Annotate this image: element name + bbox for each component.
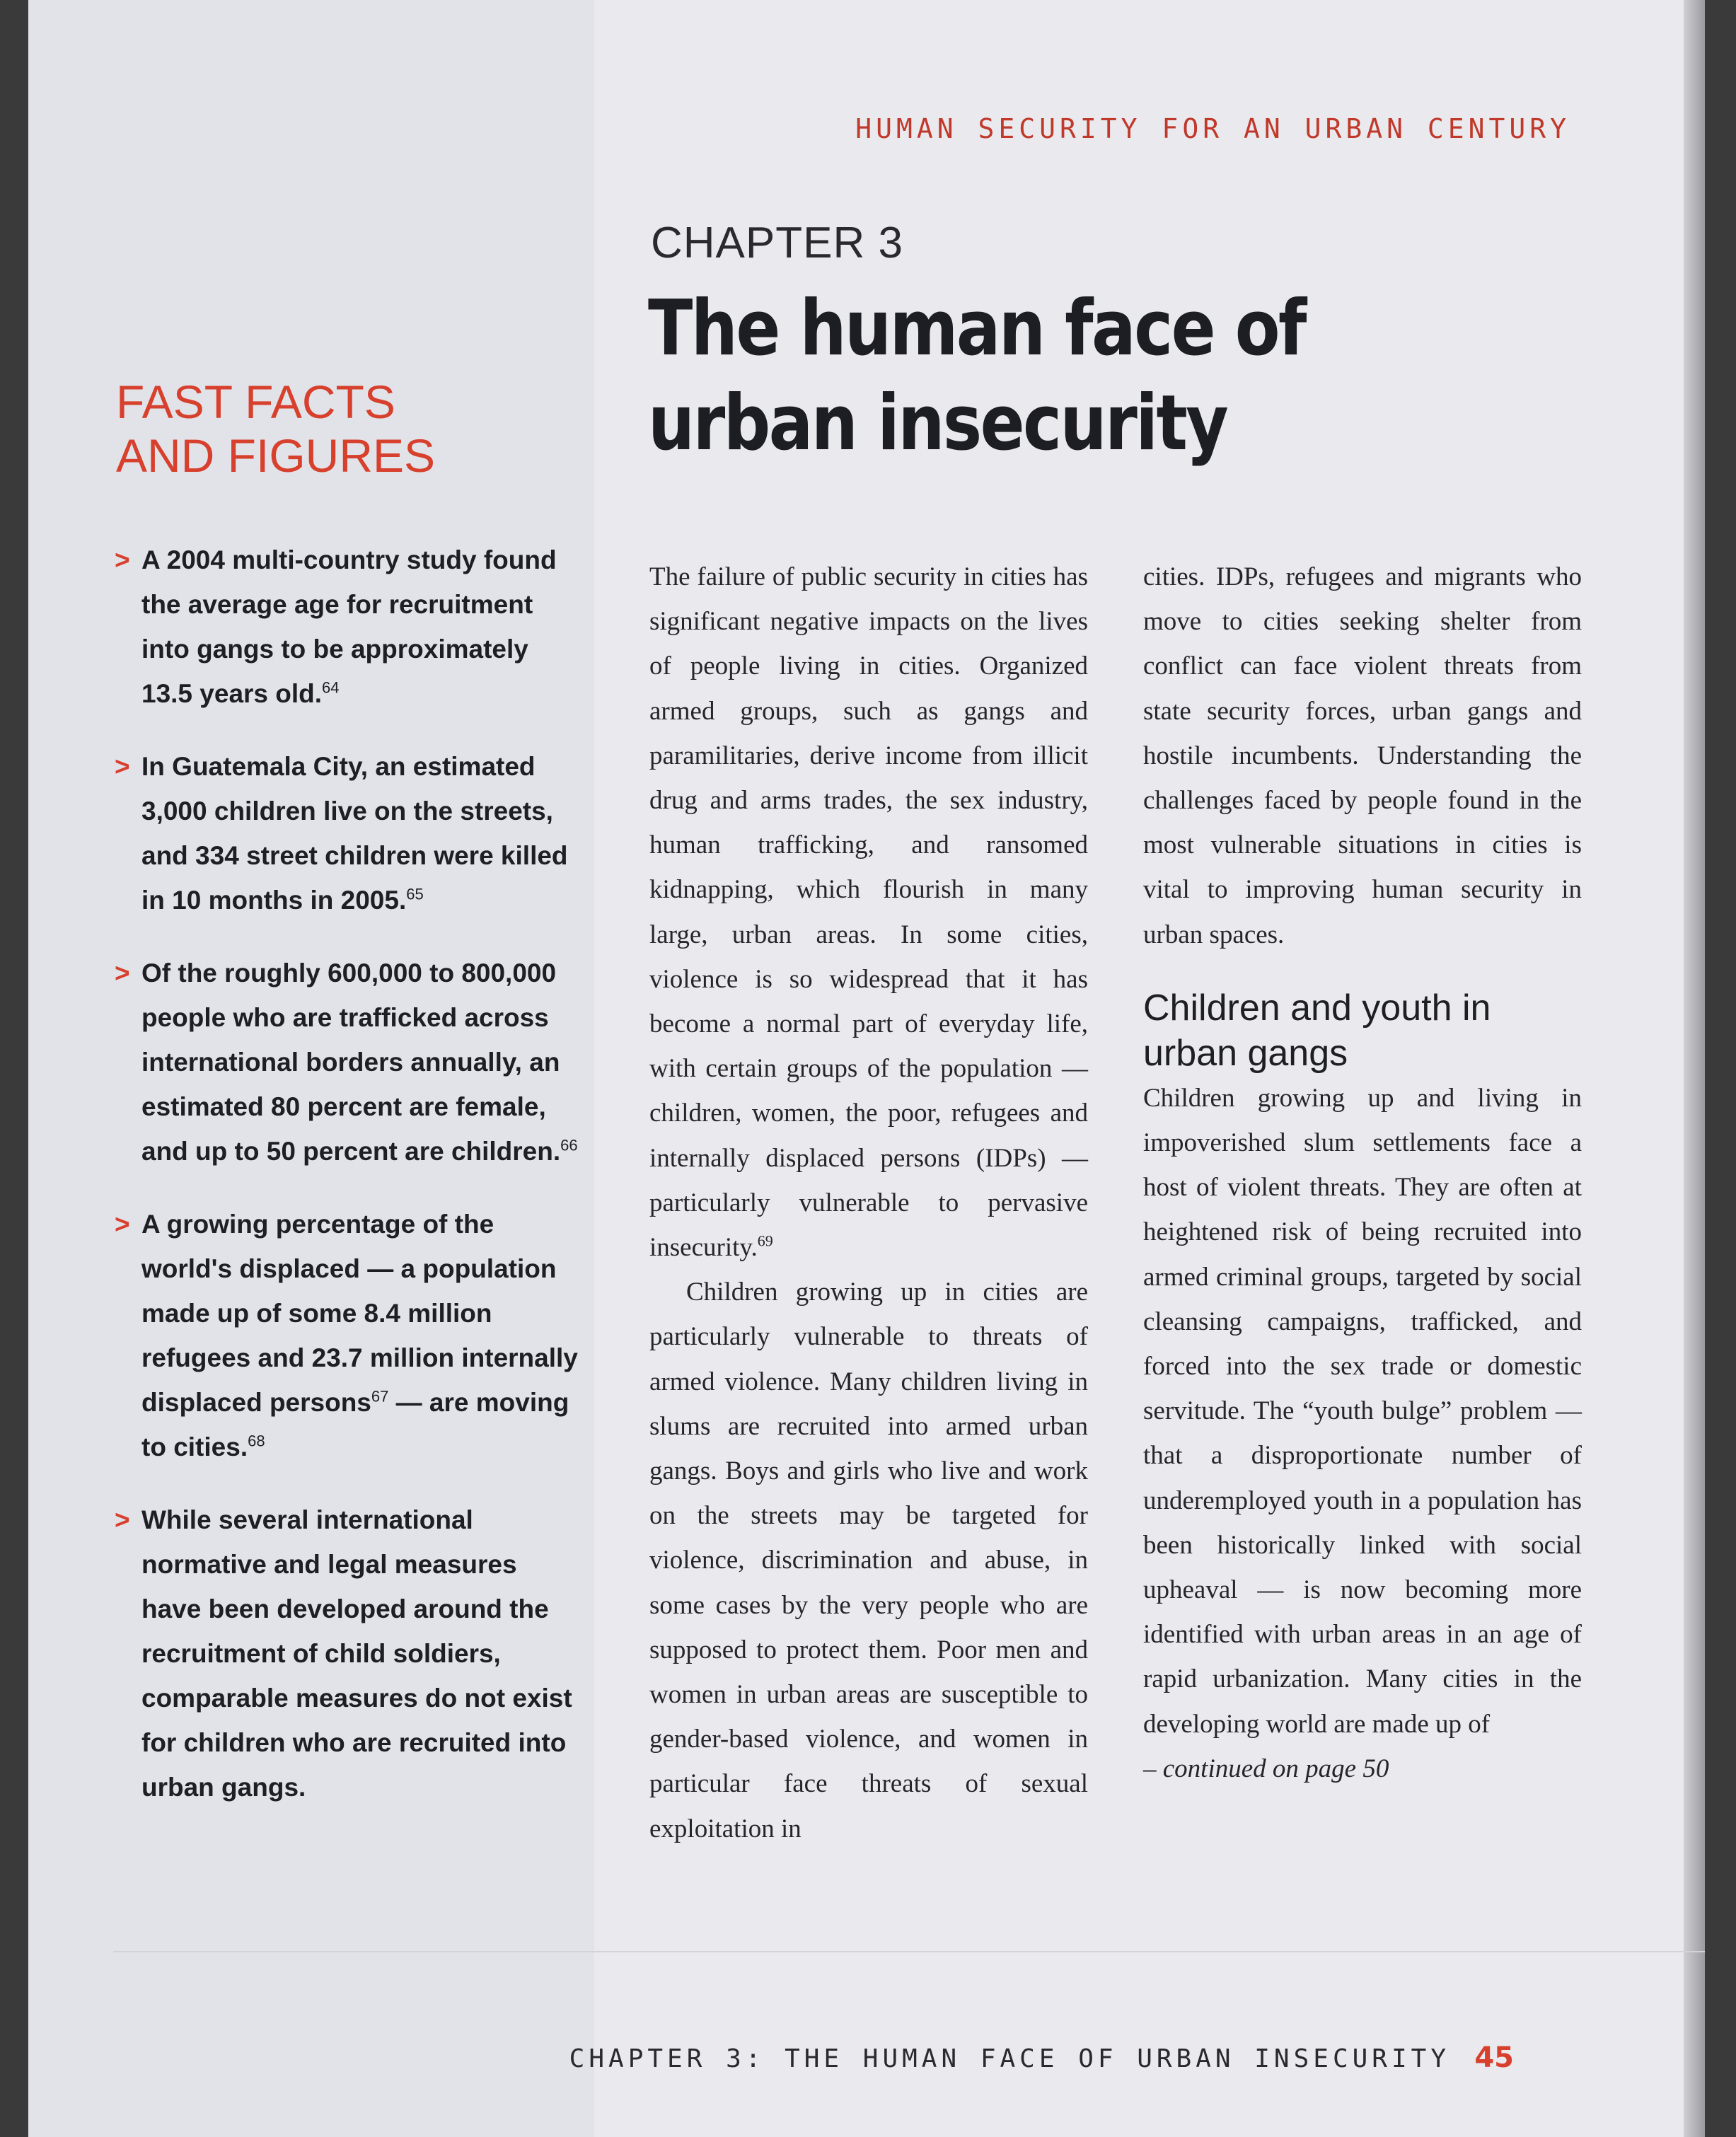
- continued-note: – continued on page 50: [1143, 1754, 1389, 1783]
- fast-facts-heading-line2: AND FIGURES: [116, 429, 436, 482]
- body-column-1: [649, 555, 1088, 1851]
- chevron-right-icon: >: [115, 959, 130, 988]
- body-column-2: [1143, 555, 1582, 1791]
- body-paragraph: Children growing up in cities are particularly vulnerable to threats of armed violence. Many children living in slums are recruited into armed urban gangs. Boys and girls who live and work on the streets may be targeted for violence, discrimination and abuse, in some cases by the very people who are supposed to protect them. Poor men and women in urban areas are susceptible to gender-based violence, and women in particular face threats of sexual exploitation in: [649, 1278, 1088, 1843]
- body-paragraph-continued: cities. IDPs, refugees and migrants who move to cities seeking shelter from conflict can face violent threats from state security forces, urban gangs and hostile incumbents. Understanding the challenges faced by people found in the most vulnerable situations in cities is vital to improving human security in urban spaces.: [1143, 562, 1582, 949]
- chapter-title: [648, 282, 1305, 471]
- chevron-right-icon: >: [115, 545, 130, 574]
- fact-item: [115, 744, 581, 922]
- page-number: 45: [1474, 2042, 1514, 2074]
- footnote-ref: 68: [248, 1432, 265, 1450]
- fact-item: [115, 538, 581, 716]
- footnote-ref: 67: [371, 1387, 389, 1406]
- footnote-ref: 66: [560, 1136, 578, 1154]
- footnote-ref: 69: [757, 1232, 773, 1250]
- fast-facts-heading: [116, 375, 435, 482]
- running-head: HUMAN SECURITY FOR AN URBAN CENTURY: [855, 113, 1570, 144]
- fast-facts-heading-line1: FAST FACTS: [116, 376, 395, 428]
- page-edge: [1684, 0, 1705, 2137]
- fact-text: Of the roughly 600,000 to 800,000 people who are trafficked across international borders annually, an estimated 80 percent are female, and up to 50 percent are children.: [141, 959, 561, 1166]
- body-paragraph-text: The failure of public security in cities has significant negative impacts on the lives of people living in cities. Organized armed groups, such as gangs and paramilitaries, derive income from illicit drug and arms trades, the sex industry, human trafficking, and ransomed kidnapping, which flourish in many large, urban areas. In some cities, violence is so widespread that it has become a normal part of everyday life, with certain groups of the population — children, women, the poor, refugees and internally displaced persons (IDPs) — particularly vulnerable to pervasive insecurity.: [649, 562, 1088, 1263]
- footnote-ref: 65: [406, 885, 424, 903]
- chapter-label: CHAPTER 3: [651, 219, 903, 267]
- fast-facts-list: [115, 538, 581, 1838]
- fact-item: [115, 1498, 581, 1809]
- chevron-right-icon: >: [115, 1210, 130, 1239]
- fact-text: In Guatemala City, an estimated 3,000 children live on the streets, and 334 street children were killed in 10 months in 2005.: [141, 752, 568, 915]
- body-paragraph: [649, 555, 1088, 1270]
- fact-text: A 2004 multi-country study found the average age for recruitment into gangs to be approximately 13.5 years old.: [141, 545, 557, 708]
- footer-chapter-title: CHAPTER 3: THE HUMAN FACE OF URBAN INSECURITY: [569, 2044, 1450, 2073]
- body-paragraph: Children growing up and living in impoverished slum settlements face a host of violent threats. They are often at heightened risk of being recruited into armed criminal groups, targeted by social cleansing campaigns, trafficked, and forced into the sex trade or domestic servitude. The “youth bulge” problem — that a disproportionate number of underemployed youth in a population has been historically linked with social upheaval — is now becoming more identified with urban areas in an age of rapid urbanization. Many cities in the developing world are made up of: [1143, 1083, 1582, 1739]
- magazine-page: [28, 0, 1705, 2137]
- chevron-right-icon: >: [115, 1505, 130, 1534]
- fact-text-cont: — are moving to cities.: [141, 1388, 569, 1461]
- footer-rule: [113, 1951, 1705, 1952]
- fact-text: A growing percentage of the world's displaced — a population made up of some 8.4 million refugees and 23.7 million internally displaced persons: [141, 1210, 578, 1417]
- fact-item: [115, 951, 581, 1174]
- chapter-title-line2: urban insecurity: [648, 379, 1227, 468]
- fact-text: While several international normative and legal measures have been developed around the recruitment of child soldiers, comparable measures do not exist for children who are recruited into urban gangs.: [141, 1505, 572, 1802]
- fact-item: [115, 1202, 581, 1469]
- chevron-right-icon: >: [115, 752, 130, 781]
- section-heading: Children and youth in urban gangs: [1143, 987, 1491, 1074]
- footnote-ref: 64: [322, 678, 340, 697]
- chapter-title-line1: The human face of: [648, 284, 1305, 373]
